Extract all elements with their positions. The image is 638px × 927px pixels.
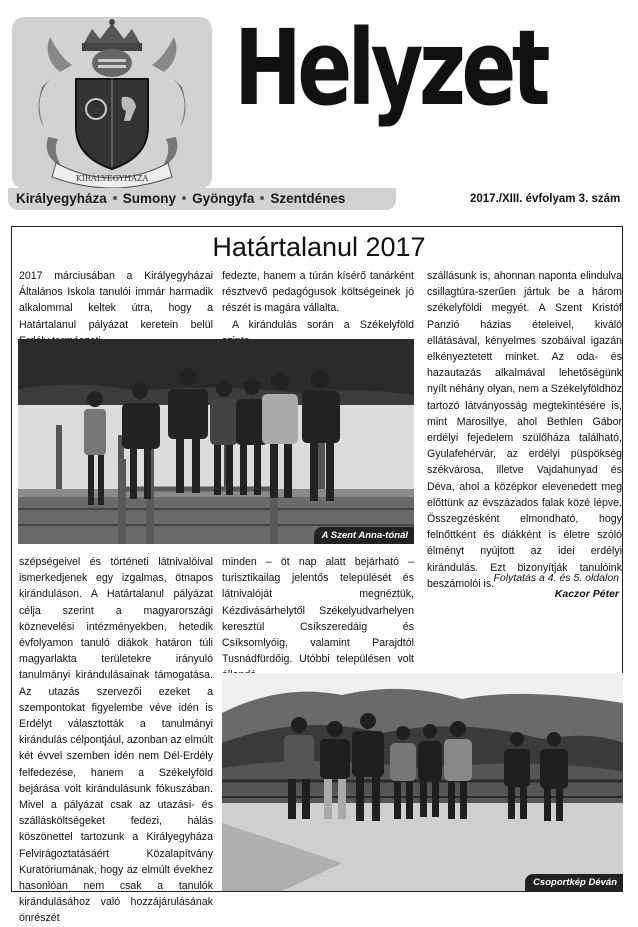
paragraph: A kirándulás során a Székelyföld bbox=[232, 318, 414, 331]
village-name: Gyöngyfa bbox=[192, 191, 255, 206]
article-column bbox=[19, 554, 213, 927]
paragraph: minden – öt nap alatt bejárható – turisztikailag jelentős települését és látnivalóját megnéztük, Kézdivásárhelytől Székelyudvarhelyen keresztül Csíkszeredáig és Csíksomlyóig, valamint Parajdtól Tusnádfürdőig. Utóbbi településen volt bbox=[222, 556, 414, 666]
lake-photo-image bbox=[18, 339, 414, 544]
photo-lake bbox=[18, 339, 414, 544]
deva-photo-image bbox=[222, 673, 623, 891]
article-column bbox=[19, 268, 213, 349]
author-name: Kaczor Péter bbox=[554, 588, 619, 600]
paragraph: 2017 márciusában a Királyegyházai Általános Iskola tanulói immár harmadik alkalommal keltek útra, hogy a Határtalanul pályázat keretein belül bbox=[19, 270, 213, 331]
masthead bbox=[8, 7, 630, 212]
paragraph: fedezte, hanem a túrán kísérő tanárként résztvevő pedagógusok költségeinek jó részét is magára vállalta. bbox=[222, 270, 414, 315]
article-column bbox=[222, 554, 414, 684]
village-list bbox=[8, 188, 396, 210]
continued-note: Folytatás a 4. és 5. oldalon bbox=[493, 572, 619, 584]
paragraph: szállásunk is, ahonnan naponta elindulva csillagtúra-szerűen jártuk be a három székelyföldi megyét. A Szent Kristóf Panzió házias ételeivel, kiváló ellátásával, kényelmes szobáival igazán elkényeztetett minket. Az oda- és hazautazás alkalmával lehetőségünk nyílt néhány olyan, nem a Székelyföldhöz tartozó látványosság megtekintésére is, mint Marosillye, ahol Bethlen Gábor erdélyi fejedelem szülőháza található, Gyulafehérvár, az erdélyi püspökség székvárosa, illetve Vajdahunyad és Déva, ahol a középkor elevenedett meg előttünk az évszázados falak közé lépve. Összegzésként elmondható, hogy felnőttként és diákként is életre szóló élményt nyújtott az idei erdélyi kirándulás. Ezt bizonyítják tanulóink beszámolói is. bbox=[427, 270, 622, 590]
village-name: Királyegyháza bbox=[16, 191, 107, 206]
article-headline: Határtalanul 2017 bbox=[212, 232, 426, 262]
crest-box bbox=[12, 17, 212, 189]
photo-caption: A Szent Anna-tónál bbox=[314, 527, 414, 544]
svg-text:KIRÁLYEGYHÁZA: KIRÁLYEGYHÁZA bbox=[75, 174, 149, 183]
newspaper-title: Helyzet bbox=[234, 7, 546, 129]
village-name: Szentdénes bbox=[270, 191, 346, 206]
village-name: Sumony bbox=[122, 191, 177, 206]
issue-info: 2017./XIII. évfolyam 3. szám bbox=[470, 193, 621, 205]
paragraph: szépségeivel és történeti látnivalóival ismerkedjenek egy izgalmas, ötnapos kiránduláson. A Határtalanul pályázat célja szerint a magyarországi köznevelési intézményekben, hetedik évfolyamon tanuló diákok határon túli magyarlakta területekre irányuló tanulmányi kirándulásainak támogatása. Az utazás szervezői ezeket a szempontokat figyelembe véve idén is Erdélyt választották a tanulmányi kirándulás célpontjául, azonban az elmúlt két évvel szemben idén nem Dél-Erdély felfedezése, hanem a Székelyföld bejárása volt kirándulásunk fókuszában. Mivel a pályázat csak az utazási- és szállásköltségeket fedezi, hálás köszönettel tartozunk a Királyegyháza Felvirágoztatásáért Közalapítvány Kuratóriumának, hogy az elmúlt évekhez hasonlóan nem csak a tanulók kirándulásához való hozzájárulásának önrészét bbox=[19, 556, 213, 925]
photo-caption: Csoportkép Déván bbox=[525, 874, 623, 891]
photo-deva bbox=[222, 673, 623, 891]
article-column bbox=[222, 268, 414, 349]
article-column bbox=[427, 268, 622, 592]
coat-of-arms-icon bbox=[12, 17, 212, 189]
